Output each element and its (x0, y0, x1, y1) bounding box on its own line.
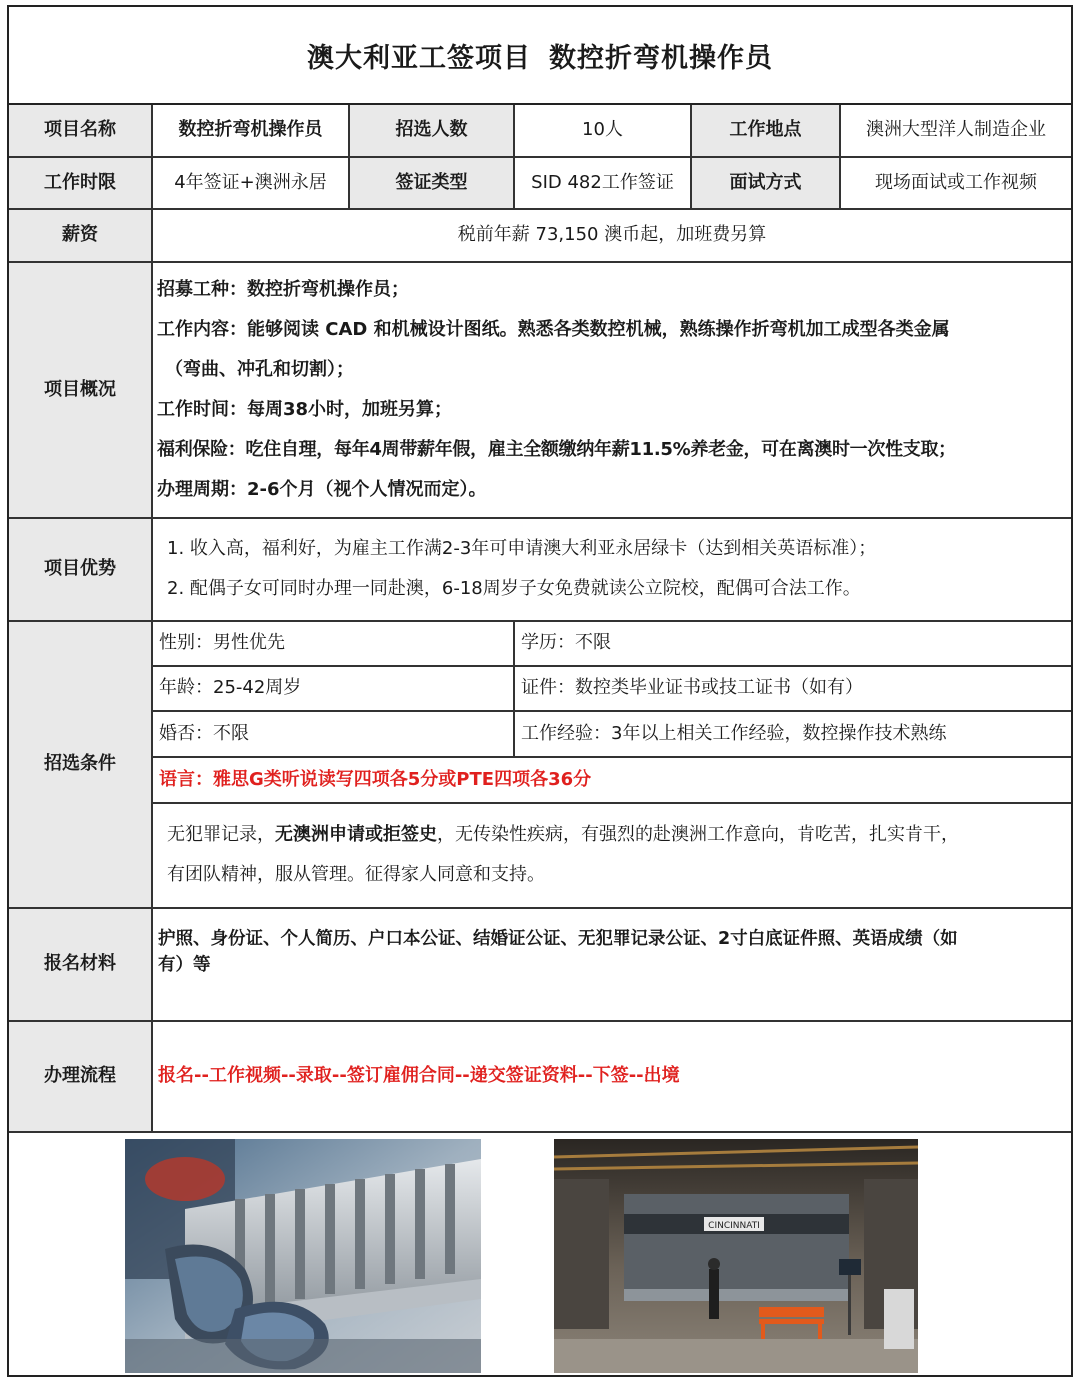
condition-gender: 性别：男性优先 (153, 622, 515, 667)
title-part2: 数控折弯机操作员 (549, 42, 773, 74)
salary-value: 税前年薪 73,150 澳币起，加班费另算 (153, 210, 1071, 261)
condition-experience: 工作经验：3年以上相关工作经验，数控操作技术熟练 (515, 712, 1071, 758)
advantage-item: 2. 配偶子女可同时办理一同赴澳，6-18周岁子女免费就读公立院校，配偶可合法工作。 (167, 578, 861, 600)
machine-brand-text: CINCINNATI (708, 1221, 760, 1231)
press-brake-machine-photo (554, 1139, 918, 1373)
table-row (9, 909, 1071, 1022)
condition-other-bold: 无澳洲申请或拒签史 (275, 824, 437, 846)
interview-label: 面试方式 (692, 158, 841, 208)
recruit-count-label: 招选人数 (350, 105, 515, 156)
recruit-count-value: 10人 (515, 105, 692, 156)
table-row (9, 622, 1071, 909)
work-term-label: 工作时限 (9, 158, 153, 208)
condition-other (153, 804, 1071, 907)
title-part1: 澳大利亚工签项目 (307, 42, 531, 74)
table-row (9, 158, 1071, 210)
salary-label: 薪资 (9, 210, 153, 261)
conditions-content (153, 622, 1071, 907)
condition-other-post: ，无传染性疾病，有强烈的赴澳洲工作意向，肯吃苦，扎实肯干， (437, 824, 959, 846)
condition-certificate: 证件：数控类毕业证书或技工证书（如有） (515, 667, 1071, 712)
page-title (9, 7, 1071, 105)
process-steps: 报名--工作视频--录取--签订雇佣合同--递交签证资料--下签--出境 (158, 1065, 680, 1087)
overview-line: 工作时间：每周38小时，加班另算； (157, 398, 453, 420)
advantage-item: 1. 收入高，福利好，为雇主工作满2-3年可申请澳大利亚永居绿卡（达到相关英语标准）； (167, 538, 877, 560)
condition-age: 年龄：25-42周岁 (153, 667, 515, 712)
project-name-label: 项目名称 (9, 105, 153, 156)
conditions-label: 招选条件 (9, 622, 153, 907)
overview-content (153, 263, 1071, 517)
visa-type-label: 签证类型 (350, 158, 515, 208)
work-location-value: 澳洲大型洋人制造企业 (841, 105, 1071, 156)
materials-label: 报名材料 (9, 909, 153, 1020)
table-row (9, 210, 1071, 263)
table-row (9, 105, 1071, 158)
work-term-value: 4年签证+澳洲永居 (153, 158, 350, 208)
table-row (9, 519, 1071, 622)
materials-line: 护照、身份证、个人简历、户口本公证、结婚证公证、无犯罪记录公证、2寸白底证件照、英语成绩（如 (158, 929, 958, 949)
recruitment-sheet (7, 5, 1073, 1377)
process-label: 办理流程 (9, 1022, 153, 1131)
project-name-value: 数控折弯机操作员 (153, 105, 350, 156)
advantages-label: 项目优势 (9, 519, 153, 620)
condition-other-pre: 无犯罪记录， (167, 824, 275, 846)
materials-content (153, 909, 1071, 1020)
interview-value: 现场面试或工作视频 (841, 158, 1071, 208)
condition-other-line2: 有团队精神，服从管理。征得家人同意和支持。 (167, 864, 545, 886)
visa-type-value: SID 482工作签证 (515, 158, 692, 208)
overview-label: 项目概况 (9, 263, 153, 517)
overview-line: 工作内容：能够阅读 CAD 和机械设计图纸。熟悉各类数控机械，熟练操作折弯机加工成型各类金属 (157, 318, 950, 340)
photo-strip (9, 1133, 1071, 1377)
overview-line: 招募工种：数控折弯机操作员； (157, 278, 409, 300)
overview-line: 福利保险：吃住自理，每年4周带薪年假，雇主全额缴纳年薪11.5%养老金，可在离澳时一次性支取； (157, 438, 956, 460)
condition-language: 语言：雅思G类听说读写四项各5分或PTE四项各36分 (153, 758, 1071, 804)
table-row (9, 263, 1071, 519)
table-row (9, 1022, 1071, 1133)
condition-education: 学历：不限 (515, 622, 1071, 667)
condition-marriage: 婚否：不限 (153, 712, 515, 758)
press-brake-closeup-photo (125, 1139, 481, 1373)
advantages-content (153, 519, 1071, 620)
materials-line: 有）等 (158, 955, 211, 975)
overview-line: （弯曲、冲孔和切割）； (165, 358, 354, 380)
work-location-label: 工作地点 (692, 105, 841, 156)
overview-line: 办理周期：2-6个月（视个人情况而定）。 (157, 478, 487, 500)
